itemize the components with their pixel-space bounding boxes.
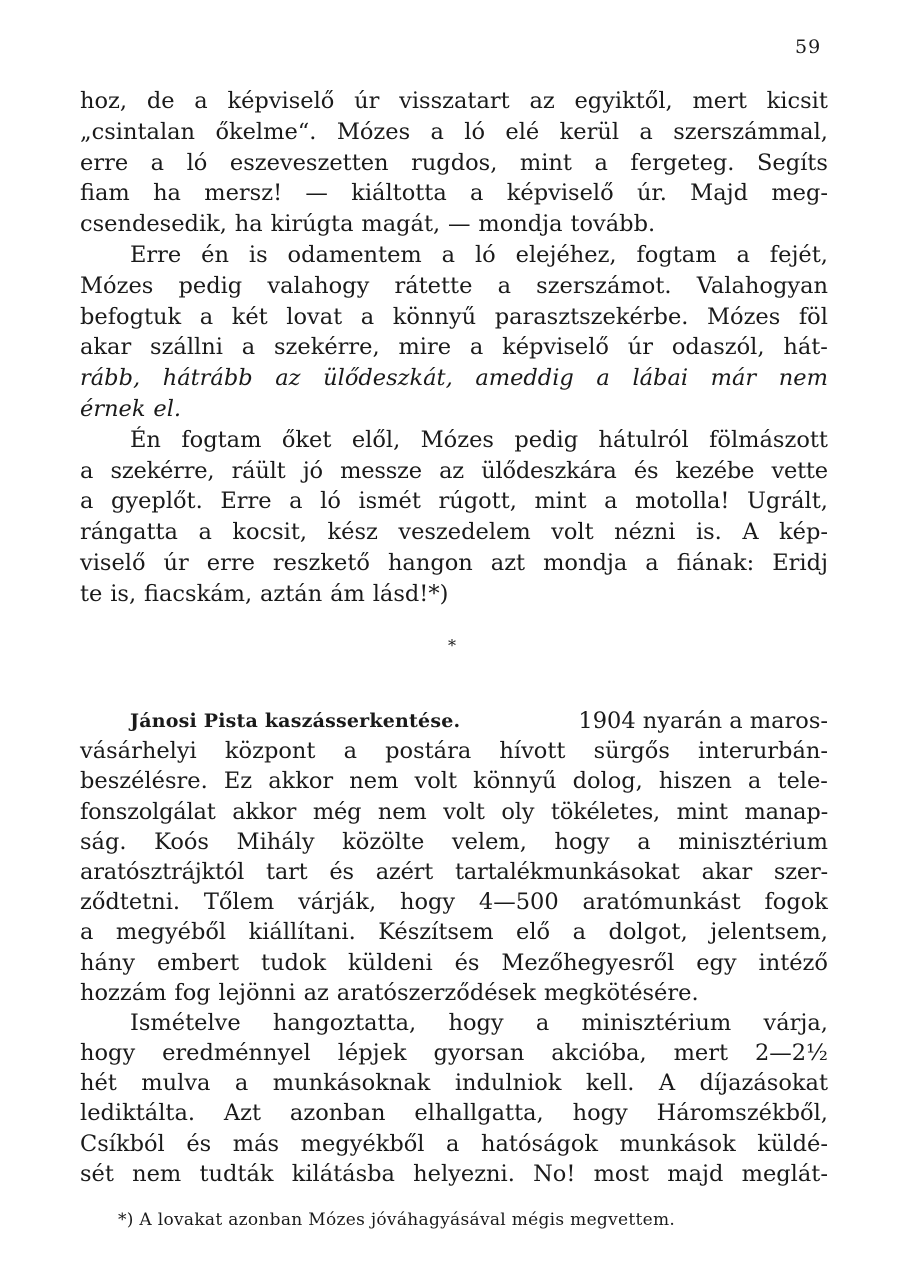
text-line: Csíkból és más megyékből a hatóságok munkások küldé- — [80, 1130, 828, 1157]
text-line-italic-mixed: fiam ha mersz! — kiáltotta a képviselő úr. Majd meg- — [80, 180, 828, 207]
footnote: *) A lovakat azonban Mózes jóváhagyásával mégis megvettem. — [118, 1210, 676, 1230]
text-line: beszélésre. Ez akkor nem volt könnyű dolog, hiszen a tele- — [80, 768, 828, 795]
text-line: hány embert tudok küldeni és Mezőhegyesről egy intéző — [80, 949, 828, 976]
text-line-italic-mixed: te is, fiacskám, aztán ám lásd!*) — [80, 580, 449, 607]
text-line: hogy eredménnyel lépjek gyorsan akcióba, mert 2—2½ — [80, 1040, 828, 1067]
text-line-italic-mixed: sét nem tudták kilátásba helyezni. No! most majd meglát- — [80, 1160, 828, 1187]
main-text-lower — [80, 706, 828, 1189]
paragraph-first-line: Én fogtam őket elől, Mózes pedig hátulról fölmászott — [130, 426, 828, 453]
text-line: ződtetni. Tőlem várják, hogy 4—500 aratómunkást fogok — [80, 889, 828, 916]
text-line: viselő úr erre reszkető hangon azt mondja a fiának: Eridj — [80, 549, 828, 576]
text-line: hoz, de a képviselő úr visszatart az egyiktől, mert kicsit — [80, 88, 828, 114]
text-line-italic-mixed: a szekérre, ráült jó messze az ülődeszkára és kezébe vette — [80, 457, 828, 484]
text-line: 1904 nyarán a maros- — [578, 708, 828, 734]
text-line: vásárhelyi központ a postára hívott sürgős interurbán- — [80, 738, 828, 765]
text-line-italic: rább, hátrább az ülődeszkát, ameddig a lábai már nem — [80, 365, 828, 392]
section-heading-line — [80, 706, 828, 736]
text-line-italic-mixed: aratósztrájktól tart és azért tartalékmunkásokat akar szer- — [80, 858, 828, 885]
text-line-italic-mixed: ság. Koós Mihály közölte velem, hogy a minisztérium — [80, 828, 828, 855]
text-line: befogtuk a két lovat a könnyű parasztszekérbe. Mózes föl — [80, 303, 828, 330]
text-line-italic-mixed: „csintalan őkelme“. Mózes a ló elé kerül a szerszámmal, — [80, 118, 828, 145]
section-heading: Jánosi Pista kaszásserkentése. — [130, 710, 461, 732]
paragraph-first-line: Erre én is odamentem a ló elejéhez, fogtam a fejét, — [130, 241, 828, 268]
section-separator-asterisk: * — [448, 636, 456, 655]
text-line-italic-mixed: akar szállni a szekérre, mire a képviselő úr odaszól, hát- — [80, 334, 828, 361]
text-line: Mózes pedig valahogy rátette a szerszámot. Valahogyan — [80, 272, 828, 299]
main-text-upper — [80, 86, 828, 610]
text-line: lediktálta. Azt azonban elhallgatta, hogy Háromszékből, — [80, 1100, 828, 1127]
text-line: erre a ló eszeveszetten rugdos, mint a fergeteg. Segíts — [80, 149, 828, 176]
text-line: rángatta a kocsit, kész veszedelem volt nézni is. A kép- — [80, 519, 828, 546]
text-line-italic: érnek el. — [80, 395, 182, 422]
text-line: fonszolgálat akkor még nem volt oly tökéletes, mint manap- — [80, 798, 828, 825]
text-line: a megyéből kiállítani. Készítsem elő a dolgot, jelentsem, — [80, 919, 828, 946]
text-line: a gyeplőt. Erre a ló ismét rúgott, mint a motolla! Ugrált, — [80, 488, 828, 515]
page-number: 59 — [795, 36, 822, 58]
text-line: hét mulva a munkásoknak indulniok kell. A díjazásokat — [80, 1070, 828, 1097]
text-line: csendesedik, ha kirúgta magát, — mondja tovább. — [80, 211, 656, 238]
paragraph-first-line: Ismételve hangoztatta, hogy a minisztérium várja, — [130, 1009, 828, 1036]
text-line: hozzám fog lejönni az aratószerződések megkötésére. — [80, 979, 699, 1006]
